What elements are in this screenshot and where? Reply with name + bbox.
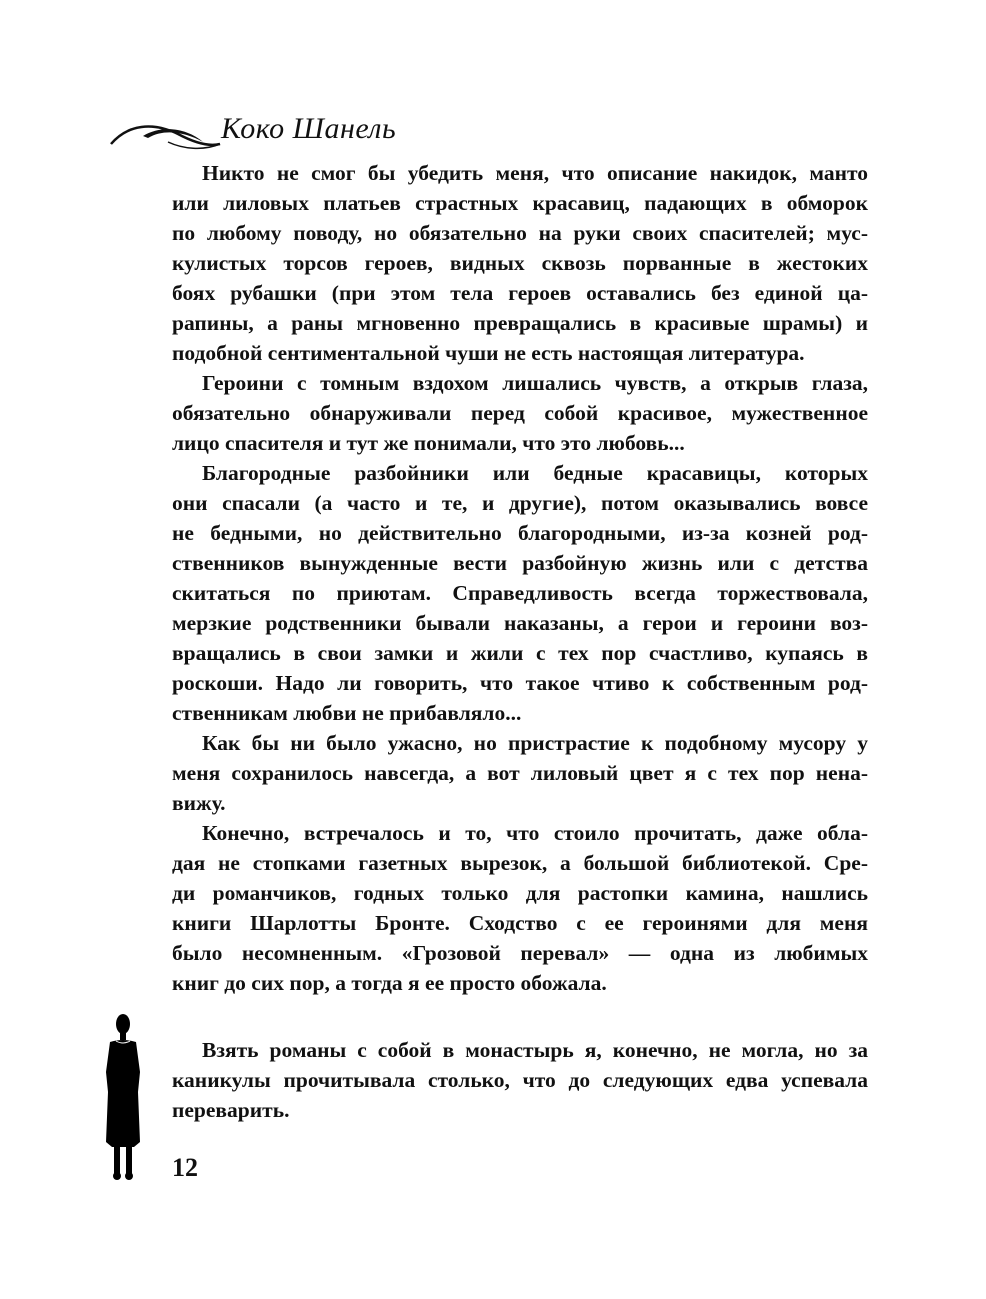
- text-line: рапины, а раны мгновенно превращались в красивые шрамы) и: [172, 311, 868, 335]
- text-line: Конечно, встречалось и то, что стоило прочитать, даже обла-: [202, 821, 868, 845]
- text-line: по любому поводу, но обязательно на руки своих спасителей; мус-: [172, 221, 868, 245]
- paragraph: [172, 728, 868, 818]
- text-line: Благородные разбойники или бедные красавицы, которых: [202, 461, 868, 485]
- text-line: ственников вынужденные вести разбойную жизнь или с детства: [172, 551, 868, 575]
- text-line: книги Шарлотты Бронте. Сходство с ее героинями для меня: [172, 911, 868, 935]
- paragraph: [172, 458, 868, 728]
- text-line: ственникам любви не прибавляло...: [172, 701, 522, 725]
- text-line: меня сохранилось навсегда, а вот лиловый цвет я с тех пор нена-: [172, 761, 868, 785]
- text-line: мерзкие родственники бывали наказаны, а герои и героини воз-: [172, 611, 868, 635]
- paragraph: [172, 1035, 868, 1125]
- text-line: Никто не смог бы убедить меня, что описание накидок, манто: [202, 161, 868, 185]
- text-line: переварить.: [172, 1098, 290, 1122]
- text-line: ди романчиков, годных только для растопки камина, нашлись: [172, 881, 868, 905]
- text-line: кулистых торсов героев, видных сквозь порванные в жестоких: [172, 251, 868, 275]
- text-line: скитаться по приютам. Справедливость всегда торжествовала,: [172, 581, 868, 605]
- text-line: вращались в свои замки и жили с тех пор счастливо, купаясь в: [172, 641, 868, 665]
- text-line: подобной сентиментальной чуши не есть настоящая литература.: [172, 341, 805, 365]
- flourish-ornament: [108, 114, 223, 154]
- text-line: вижу.: [172, 791, 226, 815]
- text-line: каникулы прочитывала столько, что до следующих едва успевала: [172, 1068, 868, 1092]
- text-line: они спасали (а часто и те, и другие), потом оказывались вовсе: [172, 491, 868, 515]
- header-title: Коко Шанель: [221, 112, 397, 145]
- running-header: [108, 108, 408, 158]
- paragraph: [172, 368, 868, 458]
- text-line: Взять романы с собой в монастырь я, конечно, не могла, но за: [202, 1038, 868, 1062]
- text-line: лицо спасителя и тут же понимали, что это любовь...: [172, 431, 685, 455]
- paragraph: [172, 818, 868, 998]
- text-line: роскоши. Надо ли говорить, что такое чтиво к собственным род-: [172, 671, 868, 695]
- text-line: было несомненным. «Грозовой перевал» — одна из любимых: [172, 941, 868, 965]
- text-line: обязательно обнаруживали перед собой красивое, мужественное: [172, 401, 868, 425]
- text-line: Героини с томным вздохом лишались чувств, а открыв глаза,: [202, 371, 868, 395]
- body-text-continued: [172, 1035, 868, 1125]
- text-line: книг до сих пор, а тогда я ее просто обожала.: [172, 971, 607, 995]
- text-line: дая не стопками газетных вырезок, а большой библиотекой. Сре-: [172, 851, 868, 875]
- paragraph: [172, 158, 868, 368]
- text-line: не бедными, но действительно благородными, из-за козней род-: [172, 521, 868, 545]
- page-number: 12: [172, 1153, 198, 1182]
- woman-silhouette-icon: [98, 1012, 148, 1182]
- body-text: [172, 158, 868, 998]
- text-line: Как бы ни было ужасно, но пристрастие к подобному мусору у: [202, 731, 868, 755]
- text-line: боях рубашки (при этом тела героев оставались без единой ца-: [172, 281, 868, 305]
- text-line: или лиловых платьев страстных красавиц, падающих в обморок: [172, 191, 868, 215]
